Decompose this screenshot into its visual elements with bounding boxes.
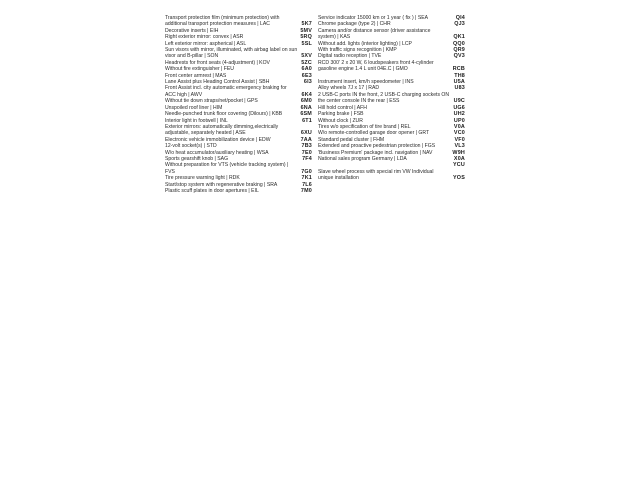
equipment-entry [318,156,465,162]
option-code: 6A0 [301,66,312,73]
equipment-description: Start/stop system with regenerative braking | SRA [165,181,278,188]
equipment-description: Decorative inserts | EIH [165,27,219,34]
equipment-description: Without fire extinguisher | FEU [165,66,234,73]
option-code: 6XU [300,130,312,137]
equipment-description: Without preparation for VTS (vehicle tracking system) | FVS [165,162,289,175]
equipment-description: Plastic scuff plates in door apertures | EIL [165,187,259,194]
option-code: 6K4 [301,91,312,98]
option-code: 6I3 [303,79,312,86]
option-code: 7F4 [302,155,312,162]
option-code: 6M0 [300,98,312,105]
equipment-description: Camera and/or distance sensor (driver assistance system) | KAS [318,27,431,41]
equipment-description: Sun visors with mirror, illuminated, with airbag label on sun visor and B-pillar | SON [165,47,298,60]
equipment-description: Unspoiled roof liner | HIM [165,104,223,111]
equipment-description: RCD 300' 2 x 20 W, 6 loudspeakers front 4-cylinder gasoline engine 1.4 L unit 04E.C | GMO [318,59,434,73]
option-code: QV3 [453,53,465,60]
equipment-entry [165,85,312,98]
equipment-description: Instrument insert, km/h speedometer | INS [318,79,414,86]
option-code: 6SM [300,111,312,118]
equipment-description: Alloy wheels 7J x 17 | RAD [318,85,380,92]
option-code: VL3 [454,143,465,150]
equipment-description: W/o remote-controlled garage door opener | GRT [318,130,430,137]
equipment-entry [165,47,312,60]
equipment-description: National sales program Germany | LDA [318,155,407,162]
equipment-description: Extended and proactive pedestrian protection | FGS [318,143,436,150]
option-code: 5MV [300,27,312,34]
equipment-description: 12-volt socket(s) | STD [165,143,217,150]
option-code: X0A [453,155,465,162]
equipment-description: Right exterior mirror: convex | ASR [165,34,244,41]
option-code: U9C [453,98,465,105]
equipment-entry [165,15,312,28]
option-code: 5RQ [300,34,312,41]
option-code: U5A [453,79,465,86]
option-code: QK1 [453,34,465,41]
equipment-list-left [165,15,312,194]
equipment-description: Tires w/o specification of tire brand | REL [318,123,411,130]
equipment-entry [165,162,312,175]
option-code: 7E0 [301,149,312,156]
equipment-description: Transport protection film (minimum protection) with additional transport protection measures | LAC [165,15,280,28]
option-code: RCB [452,66,465,73]
option-code: W9H [452,149,465,156]
option-code: 7G0 [301,168,312,175]
equipment-description: Headrests for front seats (4-adjustment) | KOV [165,59,270,66]
equipment-entry [318,28,465,41]
option-code: 5K7 [301,21,312,28]
equipment-description: Without tie down straps/net/pocket | GPS [165,98,258,105]
equipment-description: Chrome package (type 2) | CHR [318,21,391,28]
equipment-description: Slave wheel process with special rim VW Individual unique installation [318,168,434,182]
option-code: TH8 [454,72,465,79]
option-code: YCU [453,162,465,169]
option-code: U83 [454,85,465,92]
option-code: 7K1 [301,175,312,182]
option-code: QR9 [453,47,465,54]
option-code: QJ3 [454,21,465,28]
equipment-description: With traffic signs recognition | KMP [318,47,397,54]
option-code: VC0 [453,130,465,137]
option-code: UG6 [453,104,465,111]
equipment-description: Digital radio reception | TVE [318,53,382,60]
option-code: 6E3 [301,72,312,79]
option-code: 5ZC [301,59,312,66]
equipment-description: Parking brake | FSB [318,111,364,118]
option-code: 6T1 [302,117,312,124]
equipment-description: 2 USB-C ports IN the front, 2 USB-C charging sockets ON the center console IN the rear | ESS [318,91,450,105]
option-code: QI4 [455,15,465,21]
option-code: YOS [453,175,465,182]
equipment-description: Hill hold control | AFH [318,104,367,111]
option-code: 5SL [301,40,312,47]
option-code: UH2 [453,111,465,118]
option-code: 7L6 [302,181,312,188]
equipment-description: Exterior mirrors: automatically dimming,electrically adjustable, separately heated | ASE [165,123,279,137]
option-code: 6NA [300,104,312,111]
option-code: 7AA [300,136,312,143]
equipment-description: Standard pedal cluster | FHM [318,136,385,143]
equipment-description: Left exterior mirror: aspherical | ASL [165,40,247,47]
equipment-description: Electronic vehicle immobilization device | EDW [165,136,271,143]
equipment-list-right [318,15,465,182]
equipment-description: Lane Assist plus Heading Control Assist | SBH [165,79,270,86]
option-code: V0A [453,123,465,130]
equipment-description: Sports gearshift knob | SAG [165,155,229,162]
option-code: 5XV [301,53,312,60]
equipment-entry [318,169,465,182]
equipment-description: Needle-punched trunk floor covering (Dilours) | KBB [165,111,283,118]
equipment-description: 'Business Premium' package incl. navigation | NAV [318,149,433,156]
equipment-description: Without add. lights (interior lighting) | LCP [318,40,412,47]
option-code: VF0 [454,136,465,143]
equipment-description: Without clock | ZUR [318,117,363,124]
equipment-description: Front Assist incl. city automatic emergency braking for ACC high | AWV [165,85,287,98]
equipment-description: Interior light in footwell | INL [165,117,228,124]
option-code: QQ0 [453,40,465,47]
option-code: 7M0 [300,187,312,194]
equipment-entry [165,124,312,137]
equipment-entry [318,92,465,105]
equipment-description: Front center armrest | MAS [165,72,227,79]
equipment-entry [318,60,465,73]
equipment-description: Service indicator 15000 km or 1 year ( fix ) | SEA [318,15,429,21]
equipment-description: Tire pressure warning light | RDK [165,175,240,182]
option-code: UP0 [453,117,465,124]
equipment-entry [165,188,312,194]
equipment-description: W/o heat accumulator/auxiliary heating | WSA [165,149,269,156]
option-code: 7B3 [301,143,312,150]
